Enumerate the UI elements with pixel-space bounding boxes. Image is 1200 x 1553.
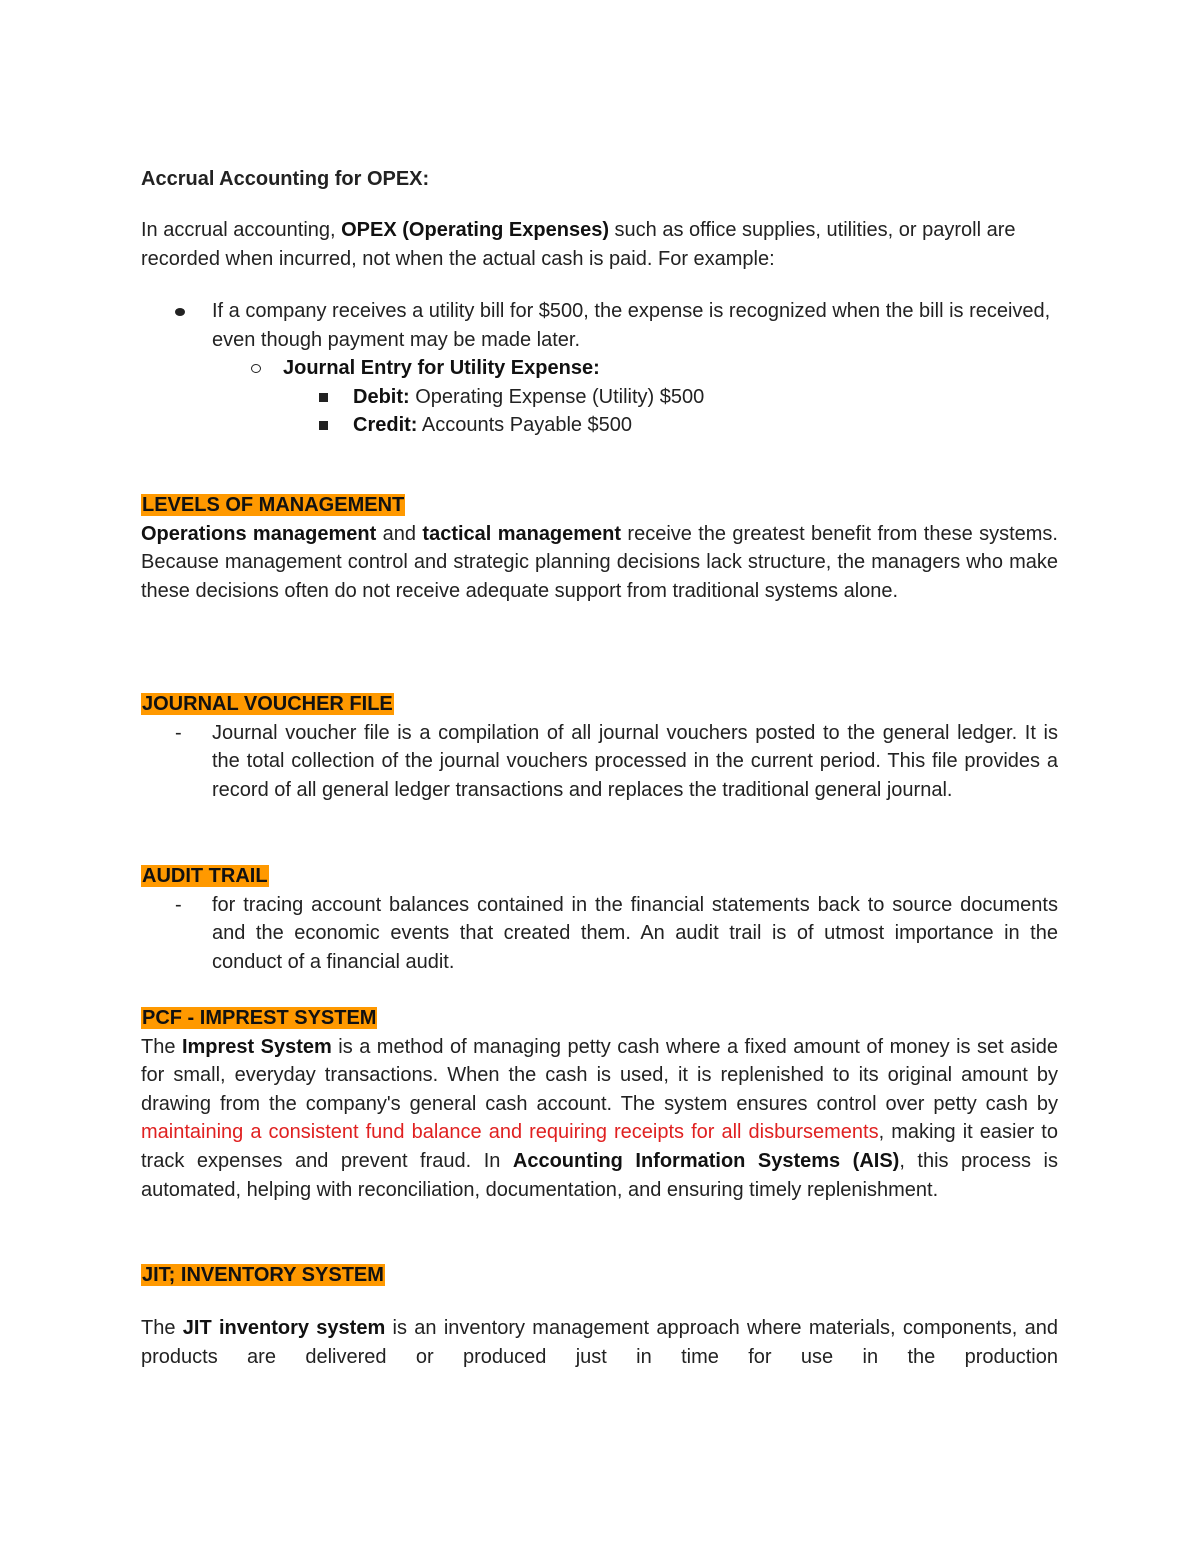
accrual-title: Accrual Accounting for OPEX: <box>141 168 430 190</box>
opex-term: OPEX (Operating Expenses) <box>341 219 609 241</box>
list-item: - for tracing account balances contained in the financial statements back to source documents and the economic events that created them. An audit trail is of utmost importance in the conduct of a financial audit. <box>141 891 1058 977</box>
dash-bullet: - <box>175 893 182 916</box>
section-heading: AUDIT TRAIL <box>142 865 268 887</box>
section-heading: PCF - IMPREST SYSTEM <box>142 1007 377 1029</box>
levels-section <box>141 491 1058 605</box>
accrual-bullet-list <box>141 297 1058 440</box>
pcf-paragraph: The Imprest System is a method of managing petty cash where a fixed amount of money is set aside for small, everyday transactions. When the cash is used, it is replenished to its original amount by drawing from the company's general cash account. The system ensures control over petty cash by maintaining a consistent fund balance and requiring receipts for all disbursements, making it easier to track expenses and prevent fraud. In Accounting Information Systems (AIS), this process is automated, helping with reconciliation, documentation, and ensuring timely replenishment. <box>141 1035 1058 1201</box>
list-item: Credit: Accounts Payable $500 <box>141 411 1058 440</box>
list-item: If a company receives a utility bill for $500, the expense is recognized when the bill is received, even though payment may be made later. <box>141 297 1058 354</box>
list-item: Journal Entry for Utility Expense: <box>141 354 1058 383</box>
bullet-dot-icon <box>175 308 185 316</box>
dash-bullet: - <box>175 721 182 744</box>
square-bullet-icon <box>319 421 328 430</box>
hollow-circle-bullet-icon <box>251 364 261 373</box>
section-heading: JOURNAL VOUCHER FILE <box>142 693 393 715</box>
pcf-section <box>141 1004 1058 1204</box>
list-item: Debit: Operating Expense (Utility) $500 <box>141 383 1058 412</box>
jit-section <box>141 1261 1058 1290</box>
levels-paragraph: Operations management and tactical management receive the greatest benefit from these systems. Because management control and strategic planning decisions lack structure, the managers who make these decisions often do not receive adequate support from traditional systems alone. <box>141 522 1058 602</box>
square-bullet-icon <box>319 393 328 402</box>
jit-paragraph: The JIT inventory system is an inventory management approach where materials, components, and products are delivered or produced just in time for use in the production <box>141 1317 1059 1368</box>
audit-section <box>141 862 1058 976</box>
accrual-intro <box>141 216 1058 273</box>
section-heading: JIT; INVENTORY SYSTEM <box>142 1264 384 1286</box>
list-item: - Journal voucher file is a compilation of all journal vouchers posted to the general ledger. It is the total collection of the journal vouchers processed in the current period. This file provides a record of all general ledger transactions and replaces the traditional general journal. <box>141 719 1058 805</box>
section-heading: LEVELS OF MANAGEMENT <box>142 494 405 516</box>
red-highlight-text: maintaining a consistent fund balance and requiring receipts for all disbursements <box>141 1121 879 1144</box>
jit-body <box>141 1314 1058 1371</box>
journal-section <box>141 690 1058 804</box>
accrual-intro-paragraph: In accrual accounting, OPEX (Operating Expenses) such as office supplies, utilities, or payroll are recorded when incurred, not when the actual cash is paid. For example: <box>141 219 1016 270</box>
